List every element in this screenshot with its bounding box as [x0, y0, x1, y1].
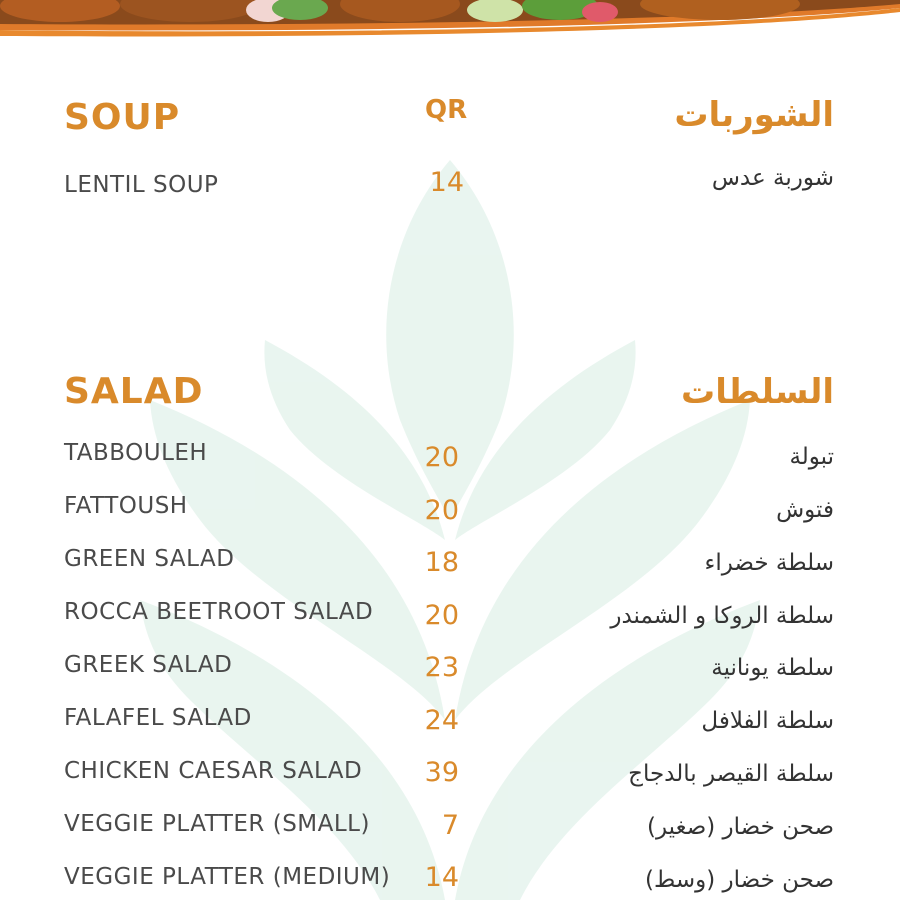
soup-title-ar: الشوربات [674, 95, 834, 135]
salad-item-price: 20 [424, 600, 459, 631]
soup-item-name-ar: شوربة عدس [711, 165, 834, 191]
salad-item-name-ar: سلطة القيصر بالدجاج [628, 761, 834, 787]
salad-item-name-ar: سلطة يونانية [711, 655, 834, 681]
soup-item-price: 14 [429, 167, 464, 198]
salad-item-name-en: FALAFEL SALAD [64, 705, 252, 731]
salad-item-name-en: CHICKEN CAESAR SALAD [64, 758, 363, 784]
soup-title-en: SOUP [64, 97, 181, 138]
salad-title-en: SALAD [64, 371, 204, 412]
salad-item-name-ar: فتوش [776, 497, 834, 523]
salad-title-ar: السلطات [681, 372, 834, 412]
salad-item-name-ar: سلطة الروكا و الشمندر [610, 603, 834, 629]
salad-item-price: 20 [424, 442, 459, 473]
salad-item-name-ar: صحن خضار (صغير) [647, 814, 834, 840]
salad-item-price: 23 [424, 652, 459, 683]
salad-item-price: 39 [424, 757, 459, 788]
salad-item-price: 20 [424, 495, 459, 526]
salad-item-name-ar: صحن خضار (وسط) [645, 867, 834, 893]
salad-item-price: 7 [441, 810, 459, 841]
salad-item-name-en: GREEK SALAD [64, 652, 233, 678]
salad-item-price: 14 [424, 862, 459, 893]
salad-item-name-en: GREEN SALAD [64, 546, 235, 572]
salad-item-name-en: VEGGIE PLATTER (MEDIUM) [64, 864, 391, 890]
salad-item-name-en: ROCCA BEETROOT SALAD [64, 599, 374, 625]
salad-item-price: 24 [424, 705, 459, 736]
salad-item-name-ar: سلطة الفلافل [701, 708, 834, 734]
salad-item-name-en: FATTOUSH [64, 493, 188, 519]
currency-label: QR [425, 95, 468, 125]
salad-item-price: 18 [424, 547, 459, 578]
salad-item-name-en: VEGGIE PLATTER (SMALL) [64, 811, 370, 837]
salad-item-name-en: TABBOULEH [64, 440, 208, 466]
salad-item-name-ar: سلطة خضراء [704, 550, 834, 576]
soup-item-name-en: LENTIL SOUP [64, 172, 219, 198]
salad-item-name-ar: تبولة [789, 444, 834, 470]
